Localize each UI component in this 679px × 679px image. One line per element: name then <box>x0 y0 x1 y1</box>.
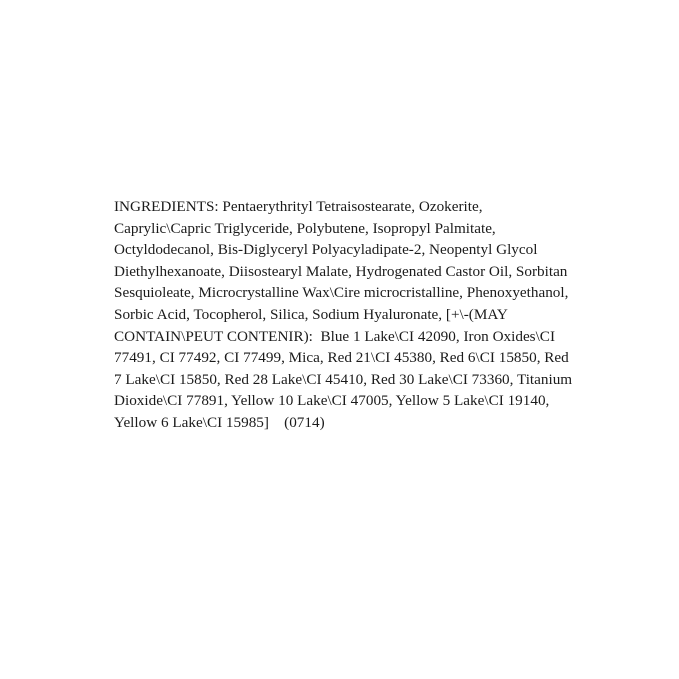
ingredients-text: INGREDIENTS: Pentaerythrityl Tetraisostearate, Ozokerite, Caprylic\Capric Triglyceride, Polybutene, Isopropyl Palmitate, Octyldodecanol, Bis-Diglyceryl Polyacyladipate-2, Neopentyl Glycol Diethylhexanoate, Diisostearyl Malate, Hydrogenated Castor Oil, Sorbitan Sesquioleate, Microcrystalline Wax\Cire microcristalline, Phenoxyethanol, Sorbic Acid, Tocopherol, Silica, Sodium Hyaluronate, [+\-(MAY CONTAIN\PEUT CONTENIR): Blue 1 Lake\CI 42090, Iron Oxides\CI 77491, CI 77492, CI 77499, Mica, Red 21\CI 45380, Red 6\CI 15850, Red 7 Lake\CI 15850, Red 28 Lake\CI 45410, Red 30 Lake\CI 73360, Titanium Dioxide\CI 77891, Yellow 10 Lake\CI 47005, Yellow 5 Lake\CI 19140, Yellow 6 Lake\CI 15985] (0714) <box>114 198 576 431</box>
ingredients-block <box>114 196 576 434</box>
